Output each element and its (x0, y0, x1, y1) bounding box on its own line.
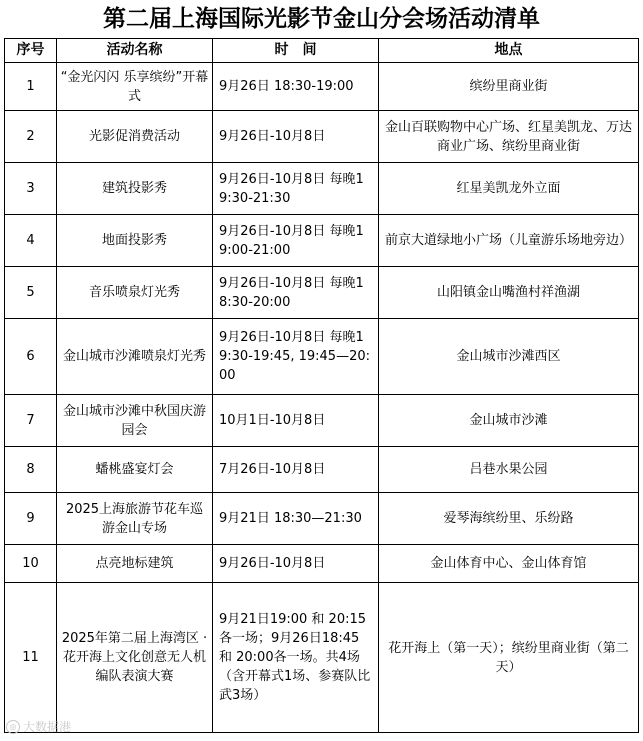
cell-place: 红星美凯龙外立面 (379, 163, 639, 215)
cell-name: 建筑投影秀 (57, 163, 213, 215)
cell-place: 金山城市沙滩西区 (379, 319, 639, 395)
cell-no: 7 (5, 395, 57, 447)
table-row (5, 267, 639, 319)
cell-name: 2025年第二届上海湾区 ·花开海上文化创意无人机编队表演大赛 (57, 583, 213, 733)
cell-name: 金山城市沙滩喷泉灯光秀 (57, 319, 213, 395)
cell-time: 9月26日-10月8日 每晚18:30-20:00 (213, 267, 379, 319)
cell-time: 7月26日-10月8日 (213, 447, 379, 493)
cell-no: 3 (5, 163, 57, 215)
cell-name: 蟠桃盛宴灯会 (57, 447, 213, 493)
table-row (5, 583, 639, 733)
table-header-row (5, 39, 639, 63)
cell-name: “金光闪闪 乐享缤纷”开幕式 (57, 63, 213, 111)
cell-no: 11 (5, 583, 57, 733)
cell-place: 前京大道绿地小广场（儿童游乐场地旁边） (379, 215, 639, 267)
cell-no: 4 (5, 215, 57, 267)
cell-name: 金山城市沙滩中秋国庆游园会 (57, 395, 213, 447)
cell-place: 金山体育中心、金山体育馆 (379, 545, 639, 583)
page-title: 第二届上海国际光影节金山分会场活动清单 (103, 5, 540, 32)
cell-place: 金山城市沙滩 (379, 395, 639, 447)
table-row (5, 493, 639, 545)
cell-time: 9月21日19:00 和 20:15各一场；9月26日18:45 和 20:00各一场。共4场（含开幕式1场、参赛队比武3场） (213, 583, 379, 733)
cell-no: 1 (5, 63, 57, 111)
watermark (6, 718, 71, 735)
cell-place: 缤纷里商业街 (379, 63, 639, 111)
cell-name: 点亮地标建筑 (57, 545, 213, 583)
cell-time: 9月26日-10月8日 每晚19:00-21:00 (213, 215, 379, 267)
cell-time: 10月1日-10月8日 (213, 395, 379, 447)
cell-place: 吕巷水果公园 (379, 447, 639, 493)
table-row (5, 395, 639, 447)
table-row (5, 63, 639, 111)
cell-time: 9月26日-10月8日 每晚19:30-19:45, 19:45—20:00 (213, 319, 379, 395)
table-row (5, 163, 639, 215)
cell-time: 9月26日 18:30-19:00 (213, 63, 379, 111)
cell-name: 光影促消费活动 (57, 111, 213, 163)
header-place: 地点 (379, 39, 639, 63)
cell-no: 6 (5, 319, 57, 395)
watermark-logo-icon: ◎ (6, 720, 20, 734)
watermark-text: 大数据港 (23, 720, 72, 734)
header-name: 活动名称 (57, 39, 213, 63)
cell-no: 10 (5, 545, 57, 583)
cell-no: 9 (5, 493, 57, 545)
cell-time: 9月26日-10月8日 (213, 111, 379, 163)
table-row (5, 545, 639, 583)
header-time: 时 间 (213, 39, 379, 63)
activity-table (4, 38, 639, 733)
cell-place: 爱琴海缤纷里、乐纷路 (379, 493, 639, 545)
table-row (5, 447, 639, 493)
cell-place: 金山百联购物中心广场、红星美凯龙、万达商业广场、缤纷里商业街 (379, 111, 639, 163)
cell-name: 音乐喷泉灯光秀 (57, 267, 213, 319)
cell-no: 5 (5, 267, 57, 319)
table-row (5, 111, 639, 163)
cell-no: 8 (5, 447, 57, 493)
table-row (5, 319, 639, 395)
cell-name: 2025上海旅游节花车巡游金山专场 (57, 493, 213, 545)
cell-no: 2 (5, 111, 57, 163)
header-no: 序号 (5, 39, 57, 63)
cell-place: 花开海上（第一天）；缤纷里商业街（第二天） (379, 583, 639, 733)
cell-time: 9月21日 18:30—21:30 (213, 493, 379, 545)
cell-place: 山阳镇金山嘴渔村祥渔湖 (379, 267, 639, 319)
cell-time: 9月26日-10月8日 (213, 545, 379, 583)
cell-time: 9月26日-10月8日 每晚19:30-21:30 (213, 163, 379, 215)
table-row (5, 215, 639, 267)
cell-name: 地面投影秀 (57, 215, 213, 267)
